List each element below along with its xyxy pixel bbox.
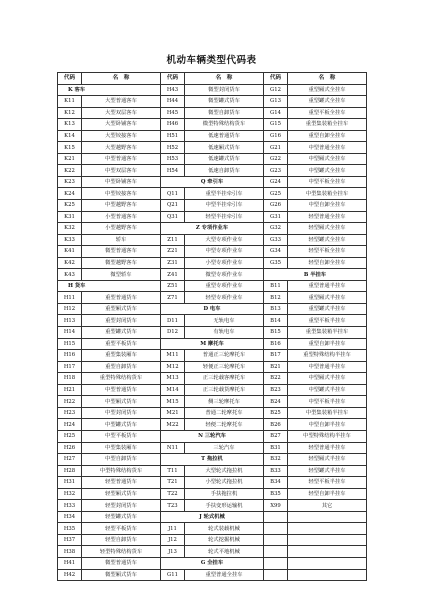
table-row [58, 234, 367, 246]
code-cell: G13 [264, 96, 288, 108]
name-cell: 普通正三轮摩托车 [185, 350, 264, 362]
table-row [58, 396, 367, 408]
name-cell: 大型铰接客车 [82, 130, 161, 142]
name-cell: 大型越野客车 [82, 142, 161, 154]
name-cell: 中型厢式货车 [82, 396, 161, 408]
name-cell: 轻型平板全挂车 [288, 246, 367, 258]
table-row [58, 454, 367, 466]
code-cell: B21 [264, 361, 288, 373]
name-cell: 微型自卸货车 [185, 107, 264, 119]
name-cell: 微型轿车 [82, 269, 161, 281]
code-cell: H34 [58, 511, 82, 523]
header-name-1: 名 称 [82, 73, 161, 85]
header-code-1: 代码 [58, 73, 82, 85]
code-cell: H24 [58, 419, 82, 431]
code-cell: B32 [264, 454, 288, 466]
name-cell: 轻型罐式货车 [82, 511, 161, 523]
name-cell: 低速普通货车 [185, 130, 264, 142]
table-row [58, 477, 367, 489]
name-cell: 中型越野客车 [82, 200, 161, 212]
name-cell: 中型平板半挂车 [288, 396, 367, 408]
code-cell: T21 [161, 477, 185, 489]
name-cell: 轮式挖掘机械 [185, 534, 264, 546]
code-cell: H35 [58, 523, 82, 535]
name-cell: 有轨电车 [185, 327, 264, 339]
table-row [58, 465, 367, 477]
name-cell: 小型轮式拖拉机 [185, 477, 264, 489]
code-cell: Z11 [161, 234, 185, 246]
code-cell: G35 [264, 257, 288, 269]
empty-cell [288, 534, 367, 546]
name-cell: 微型普通货车 [82, 557, 161, 569]
name-cell: 无轨电车 [185, 315, 264, 327]
name-cell: 重型专项作业车 [185, 280, 264, 292]
table-row [58, 546, 367, 558]
code-cell: H45 [161, 107, 185, 119]
code-cell: H14 [58, 327, 82, 339]
name-cell: 正三轮载货摩托车 [185, 384, 264, 396]
table-row [58, 430, 367, 442]
code-cell: H41 [58, 557, 82, 569]
code-cell: H11 [58, 292, 82, 304]
name-cell: 中型集装箱半挂车 [288, 407, 367, 419]
code-cell: H23 [58, 407, 82, 419]
code-cell: B24 [264, 396, 288, 408]
empty-cell [288, 569, 367, 581]
table-row [58, 569, 367, 581]
name-cell: 轻型特殊结构货车 [82, 546, 161, 558]
table-row [58, 223, 367, 235]
code-cell: H51 [161, 130, 185, 142]
empty-cell [288, 546, 367, 558]
code-cell: B15 [264, 327, 288, 339]
code-cell: G32 [264, 223, 288, 235]
empty-cell [264, 546, 288, 558]
name-cell: 微型罐式货车 [185, 96, 264, 108]
code-cell: G11 [161, 569, 185, 581]
code-cell: G34 [264, 246, 288, 258]
name-cell: 小型普通客车 [82, 211, 161, 223]
section-heading: N 三轮汽车 [161, 430, 264, 442]
name-cell: 中型厢式全挂车 [288, 153, 367, 165]
code-cell: H25 [58, 430, 82, 442]
vehicle-type-code-table [57, 72, 367, 581]
name-cell: 中型集装箱全挂车 [288, 188, 367, 200]
name-cell: 中型普通全挂车 [288, 142, 367, 154]
name-cell: 轻型封闭货车 [82, 500, 161, 512]
code-cell: T11 [161, 465, 185, 477]
table-row [58, 269, 367, 281]
name-cell: 中型特殊结构货车 [82, 465, 161, 477]
code-cell: M21 [161, 407, 185, 419]
name-cell: 轻型平板货车 [82, 523, 161, 535]
code-cell: B25 [264, 407, 288, 419]
name-cell: 小型专项作业车 [185, 257, 264, 269]
section-heading: Q 牵引车 [161, 176, 264, 188]
header-name-3: 名 称 [288, 73, 367, 85]
empty-cell [264, 523, 288, 535]
code-cell: H15 [58, 338, 82, 350]
table-row [58, 84, 367, 96]
table-row [58, 511, 367, 523]
name-cell: 轻型平板半挂车 [288, 477, 367, 489]
code-cell: G12 [264, 84, 288, 96]
name-cell: 轻型罐式半挂车 [288, 465, 367, 477]
code-cell: H38 [58, 546, 82, 558]
name-cell: 重型集装厢车 [82, 350, 161, 362]
name-cell: 轻型自卸全挂车 [288, 257, 367, 269]
code-cell: Z31 [161, 257, 185, 269]
header-name-2: 名 称 [185, 73, 264, 85]
code-cell: K23 [58, 176, 82, 188]
empty-cell [288, 511, 367, 523]
code-cell: H18 [58, 373, 82, 385]
name-cell: 微型普通客车 [82, 246, 161, 258]
name-cell: 重型厢式全挂车 [288, 84, 367, 96]
table-row [58, 142, 367, 154]
code-cell: K22 [58, 165, 82, 177]
section-heading: M 摩托车 [161, 338, 264, 350]
name-cell: 手扶拖拉机 [185, 488, 264, 500]
code-cell: M12 [161, 361, 185, 373]
name-cell: 微型专项作业车 [185, 269, 264, 281]
code-cell: K32 [58, 223, 82, 235]
code-cell: Q31 [161, 211, 185, 223]
table-row [58, 500, 367, 512]
code-cell: G25 [264, 188, 288, 200]
code-cell: H28 [58, 465, 82, 477]
table-row [58, 327, 367, 339]
name-cell: 重型自卸半挂车 [288, 338, 367, 350]
table-row [58, 165, 367, 177]
name-cell: 微型特殊结构货车 [185, 119, 264, 131]
code-cell: Z41 [161, 269, 185, 281]
name-cell: 中型罐式货车 [82, 419, 161, 431]
code-cell: H54 [161, 165, 185, 177]
name-cell: 重型集装箱半挂车 [288, 327, 367, 339]
name-cell: 重型特殊结构半挂车 [288, 350, 367, 362]
name-cell: 重型普通全挂车 [185, 569, 264, 581]
code-cell: D11 [161, 315, 185, 327]
name-cell: 大型卧铺客车 [82, 119, 161, 131]
name-cell: 中型厢式半挂车 [288, 373, 367, 385]
name-cell: 轻型罐式全挂车 [288, 234, 367, 246]
code-cell: B22 [264, 373, 288, 385]
empty-cell [264, 569, 288, 581]
name-cell: 中型自卸半挂车 [288, 419, 367, 431]
name-cell: 轻型专项作业车 [185, 292, 264, 304]
code-cell: T23 [161, 500, 185, 512]
code-cell: B16 [264, 338, 288, 350]
name-cell: 中型自卸货车 [82, 454, 161, 466]
code-cell: G22 [264, 153, 288, 165]
name-cell: 轿车 [82, 234, 161, 246]
code-cell: B26 [264, 419, 288, 431]
table-row [58, 488, 367, 500]
name-cell: 低速罐式货车 [185, 153, 264, 165]
code-cell: M13 [161, 373, 185, 385]
code-cell: B31 [264, 442, 288, 454]
name-cell: 轻型半挂牵引车 [185, 211, 264, 223]
name-cell: 重型封闭货车 [82, 315, 161, 327]
section-heading: J 轮式机械 [161, 511, 264, 523]
code-cell: M14 [161, 384, 185, 396]
name-cell: 重型集装箱全挂车 [288, 119, 367, 131]
name-cell: 重型罐式半挂车 [288, 303, 367, 315]
code-cell: H26 [58, 442, 82, 454]
header-code-3: 代码 [264, 73, 288, 85]
code-cell: Z51 [161, 280, 185, 292]
table-row [58, 200, 367, 212]
table-row [58, 338, 367, 350]
code-cell: H53 [161, 153, 185, 165]
code-cell: Q11 [161, 188, 185, 200]
code-cell: H43 [161, 84, 185, 96]
name-cell: 重型特殊结构货车 [82, 373, 161, 385]
name-cell: 中型罐式全挂车 [288, 165, 367, 177]
empty-cell [288, 523, 367, 535]
code-cell: Z71 [161, 292, 185, 304]
name-cell: 正三轮载客摩托车 [185, 373, 264, 385]
code-cell: K42 [58, 257, 82, 269]
code-cell: M22 [161, 419, 185, 431]
section-heading: T 拖拉机 [161, 454, 264, 466]
table-row [58, 107, 367, 119]
table-row [58, 407, 367, 419]
name-cell: 轻型普通全挂车 [288, 211, 367, 223]
code-cell: M11 [161, 350, 185, 362]
header-code-2: 代码 [161, 73, 185, 85]
table-row [58, 442, 367, 454]
code-cell: J13 [161, 546, 185, 558]
name-cell: 中型普通半挂车 [288, 361, 367, 373]
name-cell: 中型专项作业车 [185, 246, 264, 258]
code-cell: H32 [58, 488, 82, 500]
name-cell: 中型平板货车 [82, 430, 161, 442]
code-cell: H12 [58, 303, 82, 315]
table-row [58, 292, 367, 304]
code-cell: B35 [264, 488, 288, 500]
table-row [58, 419, 367, 431]
table-row [58, 176, 367, 188]
table-row [58, 257, 367, 269]
name-cell: 低速自卸货车 [185, 165, 264, 177]
name-cell: 侧三轮摩托车 [185, 396, 264, 408]
name-cell: 微型封闭货车 [185, 84, 264, 96]
name-cell: 轻型厢式货车 [82, 488, 161, 500]
page-title: 机动车辆类型代码表 [166, 55, 257, 66]
name-cell: 重型厢式半挂车 [288, 292, 367, 304]
code-cell: H52 [161, 142, 185, 154]
table-row [58, 361, 367, 373]
name-cell: 轻型普通货车 [82, 477, 161, 489]
name-cell: 大型专项作业车 [185, 234, 264, 246]
table-row [58, 315, 367, 327]
code-cell: K24 [58, 188, 82, 200]
table-row [58, 373, 367, 385]
code-cell: B34 [264, 477, 288, 489]
name-cell: 重型半挂牵引车 [185, 188, 264, 200]
code-cell: X99 [264, 500, 288, 512]
code-cell: M15 [161, 396, 185, 408]
code-cell: K12 [58, 107, 82, 119]
code-cell: J12 [161, 534, 185, 546]
code-cell: H17 [58, 361, 82, 373]
code-cell: H44 [161, 96, 185, 108]
code-cell: H33 [58, 500, 82, 512]
code-cell: Z21 [161, 246, 185, 258]
name-cell: 中型卧铺客车 [82, 176, 161, 188]
name-cell: 轻便正三轮摩托车 [185, 361, 264, 373]
name-cell: 中型普通货车 [82, 384, 161, 396]
table-row [58, 557, 367, 569]
code-cell: G23 [264, 165, 288, 177]
empty-cell [264, 557, 288, 569]
name-cell: 轻型厢式半挂车 [288, 454, 367, 466]
code-cell: K21 [58, 153, 82, 165]
name-cell: 轻型厢式全挂车 [288, 223, 367, 235]
name-cell: 中型罐式半挂车 [288, 384, 367, 396]
name-cell: 重型罐式货车 [82, 327, 161, 339]
name-cell: 中型铰接客车 [82, 188, 161, 200]
name-cell: 轮式装载机械 [185, 523, 264, 535]
name-cell: 重型自卸全挂车 [288, 130, 367, 142]
code-cell: H42 [58, 569, 82, 581]
code-cell: B11 [264, 280, 288, 292]
empty-cell [264, 534, 288, 546]
code-cell: G21 [264, 142, 288, 154]
table-row [58, 153, 367, 165]
code-cell: H46 [161, 119, 185, 131]
name-cell: 轻型普通半挂车 [288, 442, 367, 454]
code-cell: B13 [264, 303, 288, 315]
code-cell: H27 [58, 454, 82, 466]
code-cell: B23 [264, 384, 288, 396]
name-cell: 三轮汽车 [185, 442, 264, 454]
name-cell: 重型罐式全挂车 [288, 96, 367, 108]
section-heading: K 客车 [58, 84, 161, 96]
name-cell: 中型双层客车 [82, 165, 161, 177]
code-cell: H31 [58, 477, 82, 489]
code-cell: B14 [264, 315, 288, 327]
code-cell: K31 [58, 211, 82, 223]
code-cell: H37 [58, 534, 82, 546]
code-cell: H22 [58, 396, 82, 408]
code-cell: G33 [264, 234, 288, 246]
code-cell: G14 [264, 107, 288, 119]
name-cell: 轻便二轮摩托车 [185, 419, 264, 431]
code-cell: Q21 [161, 200, 185, 212]
code-cell: K13 [58, 119, 82, 131]
table-row [58, 384, 367, 396]
code-cell: N11 [161, 442, 185, 454]
code-cell: H16 [58, 350, 82, 362]
table-row [58, 246, 367, 258]
code-cell: T22 [161, 488, 185, 500]
name-cell: 微型厢式货车 [82, 569, 161, 581]
name-cell: 重型平板半挂车 [288, 315, 367, 327]
name-cell: 其它 [288, 500, 367, 512]
table-row [58, 96, 367, 108]
table-row [58, 303, 367, 315]
code-cell: K25 [58, 200, 82, 212]
table-row [58, 119, 367, 131]
code-cell: K41 [58, 246, 82, 258]
code-cell: K43 [58, 269, 82, 281]
name-cell: 中型自卸全挂车 [288, 200, 367, 212]
table-row [58, 188, 367, 200]
code-cell: G31 [264, 211, 288, 223]
table-row [58, 211, 367, 223]
table-row [58, 523, 367, 535]
code-cell: B17 [264, 350, 288, 362]
empty-cell [288, 557, 367, 569]
code-cell: J11 [161, 523, 185, 535]
table-row [58, 350, 367, 362]
name-cell: 重型平板全挂车 [288, 107, 367, 119]
section-heading: D 电车 [161, 303, 264, 315]
name-cell: 重型平板货车 [82, 338, 161, 350]
name-cell: 低速厢式货车 [185, 142, 264, 154]
name-cell: 中型特殊结构半挂车 [288, 430, 367, 442]
code-cell: K15 [58, 142, 82, 154]
code-cell: G16 [264, 130, 288, 142]
name-cell: 大型普通客车 [82, 96, 161, 108]
name-cell: 中型普通客车 [82, 153, 161, 165]
name-cell: 重型普通半挂车 [288, 280, 367, 292]
header-row [58, 73, 367, 85]
name-cell: 手扶变形运输机 [185, 500, 264, 512]
section-heading: B 半挂车 [264, 269, 367, 281]
table-row [58, 534, 367, 546]
name-cell: 重型厢式货车 [82, 303, 161, 315]
name-cell: 重型自卸货车 [82, 361, 161, 373]
code-cell: G26 [264, 200, 288, 212]
code-cell: K11 [58, 96, 82, 108]
code-cell: H13 [58, 315, 82, 327]
name-cell: 微型越野客车 [82, 257, 161, 269]
name-cell: 大型轮式拖拉机 [185, 465, 264, 477]
name-cell: 普通二轮摩托车 [185, 407, 264, 419]
table-row [58, 280, 367, 292]
code-cell: K33 [58, 234, 82, 246]
name-cell: 中型集装厢车 [82, 442, 161, 454]
name-cell: 轻型自卸货车 [82, 534, 161, 546]
section-heading: Z 专项作业车 [161, 223, 264, 235]
name-cell: 大型双层客车 [82, 107, 161, 119]
name-cell: 小型越野客车 [82, 223, 161, 235]
code-cell: B33 [264, 465, 288, 477]
name-cell: 轮式平地机械 [185, 546, 264, 558]
code-cell: B27 [264, 430, 288, 442]
code-cell: K14 [58, 130, 82, 142]
empty-cell [264, 511, 288, 523]
name-cell: 中型封闭货车 [82, 407, 161, 419]
code-cell: B12 [264, 292, 288, 304]
code-cell: H21 [58, 384, 82, 396]
name-cell: 轻型自卸半挂车 [288, 488, 367, 500]
name-cell: 中型平板全挂车 [288, 176, 367, 188]
code-cell: D12 [161, 327, 185, 339]
section-heading: G 全挂车 [161, 557, 264, 569]
code-cell: G15 [264, 119, 288, 131]
name-cell: 重型普通货车 [82, 292, 161, 304]
table-row [58, 130, 367, 142]
name-cell: 中型半挂牵引车 [185, 200, 264, 212]
code-cell: G24 [264, 176, 288, 188]
section-heading: H 货车 [58, 280, 161, 292]
